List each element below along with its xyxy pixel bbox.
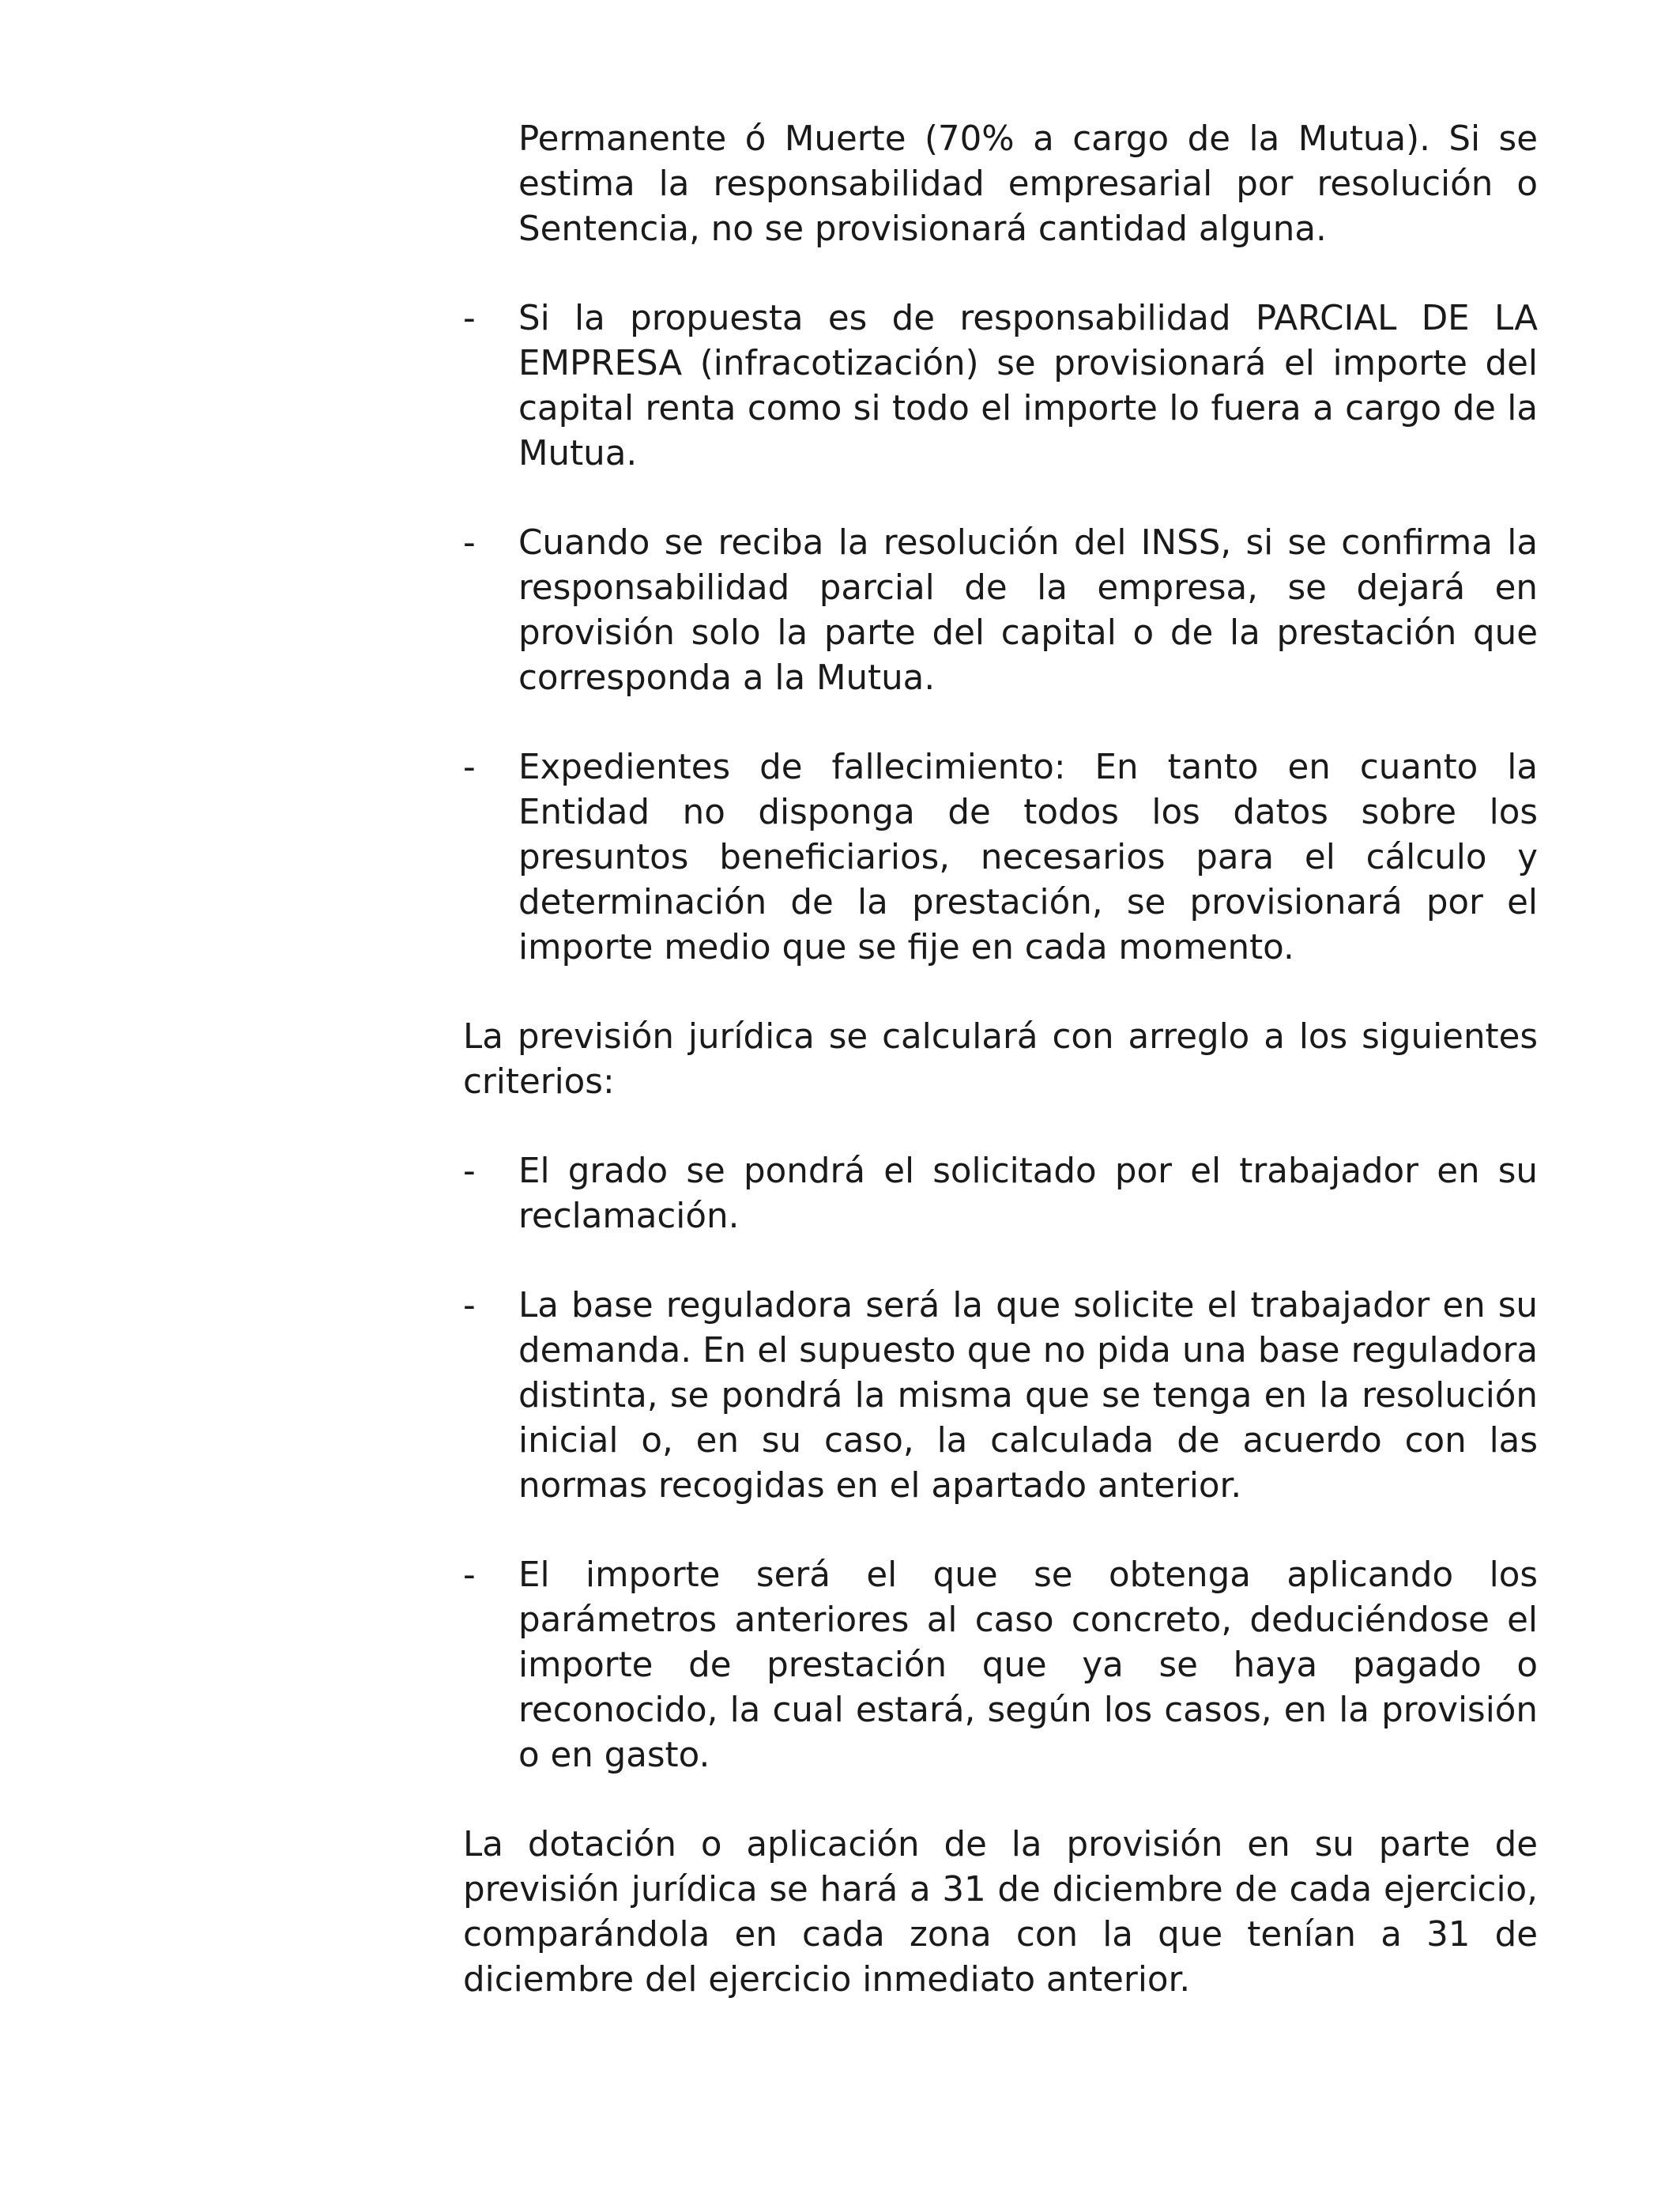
- list-item-text: El grado se pondrá el solicitado por el trabajador en su reclamación.: [518, 1152, 1538, 1236]
- bullet-dash: -: [463, 523, 476, 563]
- list-item: [463, 745, 1538, 971]
- list-item: [463, 296, 1538, 477]
- list-item: [463, 1149, 1538, 1239]
- spacer: [463, 477, 1538, 521]
- spacer: [463, 1239, 1538, 1284]
- spacer: [463, 1105, 1538, 1149]
- bullet-dash: -: [463, 1152, 476, 1191]
- document-page: [463, 117, 1538, 2003]
- list-item-text: Cuando se reciba la resolución del INSS, si se confirma la responsabilidad parcial de la empresa, se dejará en provisión solo la parte del capital o de la prestación que corresponda a la Mutua.: [518, 523, 1538, 698]
- criteria-intro-paragraph: La previsión jurídica se calculará con arreglo a los siguientes criterios:: [463, 1017, 1538, 1102]
- list-item-text: La base reguladora será la que solicite el trabajador en su demanda. En el supuesto que no pida una base reguladora distinta, se pondrá la misma que se tenga en la resolución inicial o, en su caso, la calculada de acuerdo con las normas recogidas en el apartado anterior.: [518, 1286, 1538, 1506]
- list-item-text: Si la propuesta es de responsabilidad PARCIAL DE LA EMPRESA (infracotización) se provisionará el importe del capital renta como si todo el importe lo fuera a cargo de la Mutua.: [518, 299, 1538, 473]
- closing-paragraph: La dotación o aplicación de la provisión en su parte de previsión jurídica se hará a 31 de diciembre de cada ejercicio, comparándola en cada zona con la que tenían a 31 de diciembre del ejercicio inmediato anterior.: [463, 1825, 1538, 2000]
- bullet-dash: -: [463, 299, 476, 338]
- bullet-dash: -: [463, 748, 476, 787]
- bullet-dash: -: [463, 1555, 476, 1595]
- spacer: [463, 1778, 1538, 1823]
- list-item: [463, 521, 1538, 701]
- list-item: [463, 1284, 1538, 1509]
- list-item-text: El importe será el que se obtenga aplicando los parámetros anteriores al caso concreto, deduciéndose el importe de prestación que ya se haya pagado o reconocido, la cual estará, según los casos, en la provisión o en gasto.: [518, 1555, 1538, 1775]
- list-item-text: Expedientes de fallecimiento: En tanto en cuanto la Entidad no disponga de todos los datos sobre los presuntos beneficiarios, necesarios para el cálculo y determinación de la prestación, se provisionará por el importe medio que se fije en cada momento.: [518, 748, 1538, 967]
- spacer: [463, 971, 1538, 1015]
- continuation-paragraph: Permanente ó Muerte (70% a cargo de la Mutua). Si se estima la responsabilidad empresarial por resolución o Sentencia, no se provisionará cantidad alguna.: [518, 119, 1538, 249]
- spacer: [463, 252, 1538, 296]
- spacer: [463, 1509, 1538, 1553]
- spacer: [463, 701, 1538, 745]
- bullet-dash: -: [463, 1286, 476, 1325]
- list-item: [463, 1553, 1538, 1778]
